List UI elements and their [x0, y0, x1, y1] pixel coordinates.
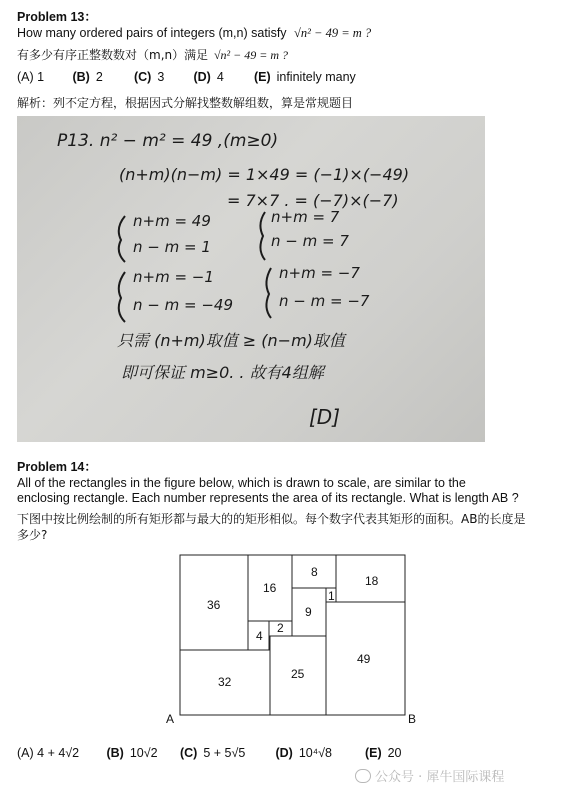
hw-brace-2 — [260, 212, 265, 260]
option-d: (D) 10⁴√8 — [275, 746, 332, 760]
problem-13-question-en — [17, 26, 371, 41]
label-16: 16 — [263, 581, 277, 595]
question-en-equation: √n² − 49 = m ? — [294, 26, 372, 40]
hw-brace-1 — [119, 216, 125, 262]
hw-sys3a: n+m = −1 — [133, 268, 214, 286]
option-b: (B) 2 — [72, 70, 103, 84]
problem-14-options — [17, 746, 402, 760]
hw-note-2: 即可保证 m≥0. . 故有4组解 — [121, 363, 324, 382]
hw-sys2a: n+m = 7 — [271, 208, 340, 226]
label-8: 8 — [311, 565, 318, 579]
hw-brace-3 — [119, 272, 125, 322]
problem-14-question-zh-1: 下图中按比例绘制的所有矩形都与最大的的矩形相似。每个数字代表其矩形的面积。AB的长度是 — [17, 512, 526, 526]
hw-sys1b: n − m = 1 — [133, 238, 211, 256]
option-c: (C) 5 + 5√5 — [179, 746, 246, 760]
hw-sys1a: n+m = 49 — [133, 212, 211, 230]
rectangles-figure — [160, 548, 430, 728]
hw-sys3b: n − m = −49 — [133, 296, 233, 314]
problem-14-title: Problem 14： — [17, 460, 97, 474]
problem-13-question-zh — [17, 46, 288, 63]
label-36: 36 — [207, 598, 221, 612]
point-a-label: A — [166, 712, 175, 726]
label-49: 49 — [357, 652, 371, 666]
label-9: 9 — [305, 605, 312, 619]
option-e: (E) 20 — [364, 746, 402, 760]
question-zh-text: 有多少有序正整数数对（m,n）满足 — [17, 48, 209, 62]
hw-line-1: P13. n² − m² = 49 ,(m≥0) — [57, 131, 279, 151]
question-zh-equation: √n² − 49 = m ? — [213, 48, 288, 62]
hw-sys4b: n − m = −7 — [279, 292, 370, 310]
hw-line-3: = 7×7 . = (−7)×(−7) — [227, 191, 399, 210]
question-en-text: How many ordered pairs of integers (m,n) satisfy — [17, 26, 287, 40]
label-25: 25 — [291, 667, 305, 681]
label-32: 32 — [218, 675, 232, 689]
problem-13-analysis: 解析：列不定方程，根据因式分解找整数解组数，算是常规题目 — [17, 96, 354, 110]
hw-note-1: 只需 (n+m)取值 ≥ (n−m)取值 — [117, 331, 345, 350]
option-e: (E) infinitely many — [253, 70, 356, 84]
hw-answer: [D] — [309, 405, 341, 429]
option-a: (A) 1 — [17, 70, 45, 84]
handwriting-canvas — [17, 116, 485, 442]
hw-brace-4 — [266, 268, 271, 318]
option-d: (D) 4 — [193, 70, 224, 84]
point-b-label: B — [408, 712, 417, 726]
problem-14-question-en-1: All of the rectangles in the figure below, which is drawn to scale, are similar to the — [17, 476, 466, 490]
label-18: 18 — [365, 574, 379, 588]
hw-sys2b: n − m = 7 — [271, 232, 349, 250]
hw-line-2: (n+m)(n−m) = 1×49 = (−1)×(−49) — [119, 165, 410, 184]
hw-sys4a: n+m = −7 — [279, 264, 360, 282]
option-b: (B) 10√2 — [106, 746, 158, 760]
wechat-icon — [355, 769, 371, 783]
label-4: 4 — [256, 629, 263, 643]
problem-14-question-en-2: enclosing rectangle. Each number represents the area of its rectangle. What is length AB ? — [17, 491, 519, 505]
option-c: (C) 3 — [133, 70, 165, 84]
option-a: (A) 4 + 4√2 — [17, 746, 80, 760]
problem-14-question-zh-2: 多少? — [17, 528, 48, 542]
problem-13-title: Problem 13： — [17, 10, 97, 24]
label-2: 2 — [277, 621, 284, 635]
label-1: 1 — [328, 589, 335, 603]
handwritten-solution-photo — [17, 116, 485, 442]
problem-13-options — [17, 70, 356, 84]
watermark: 公众号 · 犀牛国际课程 — [355, 766, 504, 785]
